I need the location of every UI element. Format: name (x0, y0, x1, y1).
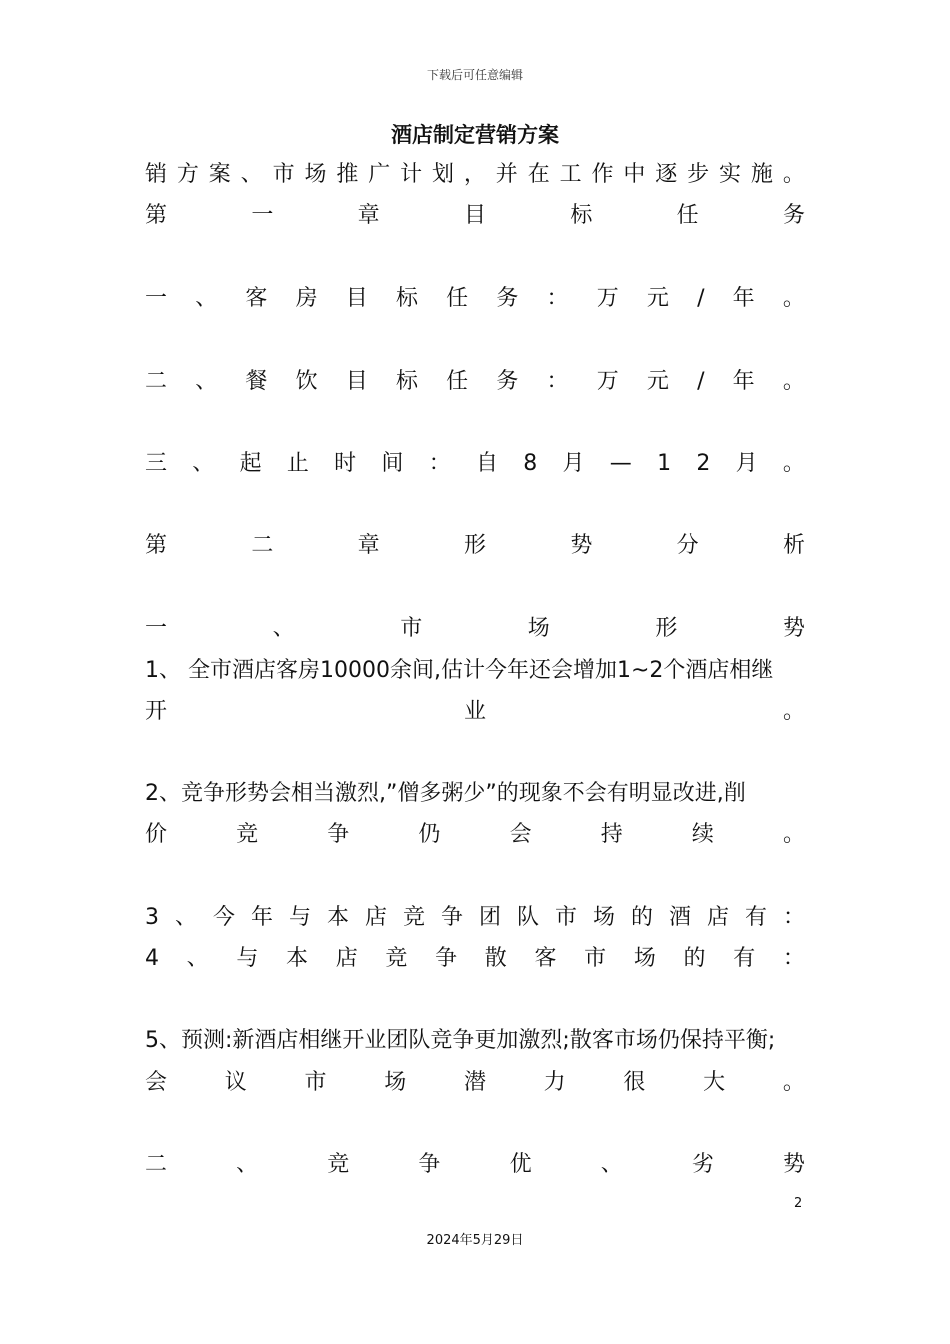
market-point-1-line-2: 开 业 。 (145, 699, 805, 724)
market-point-1-line-1: 1、 全市酒店客房10000余间,估计今年还会增加1~2个酒店相继 (145, 658, 774, 683)
header-note: 下载后可任意编辑 (426, 68, 523, 82)
task-room-line: 一 、 客 房 目 标 任 务 ： 万 元 / 年 。 (145, 286, 805, 311)
market-point-2-line-2: 价 竞 争 仍 会 持 续 。 (145, 822, 805, 847)
footer-date: 2024年5月29日 (426, 1233, 524, 1248)
time-range-line: 三 、 起 止 时 间 ： 自 8 月 — 1 2 月 。 (145, 451, 805, 476)
competitive-advantages-heading: 二 、 竞 争 优 、 劣 势 (145, 1152, 805, 1177)
market-point-5-line-2: 会 议 市 场 潜 力 很 大 。 (145, 1070, 805, 1095)
market-point-5-line-1: 5、预测:新酒店相继开业团队竞争更加激烈;散客市场仍保持平衡; (145, 1028, 776, 1053)
page-number: 2 (794, 1196, 803, 1211)
chapter-2-heading: 第 二 章 形 势 分 析 (145, 533, 805, 558)
chapter-1-heading: 第 一 章 目 标 任 务 (145, 203, 805, 228)
market-situation-heading: 一 、 市 场 形 势 (145, 616, 805, 641)
market-point-4-line: 4 、 与 本 店 竞 争 散 客 市 场 的 有 ： (145, 946, 805, 971)
document-title: 酒店制定营销方案 (391, 123, 559, 147)
market-point-3-line: 3 、 今 年 与 本 店 竞 争 团 队 市 场 的 酒 店 有 ： (145, 905, 805, 930)
body-line-1: 销 方 案 、 市 场 推 广 计 划 ， 并 在 工 作 中 逐 步 实 施 。 (145, 162, 805, 187)
task-food-line: 二 、 餐 饮 目 标 任 务 ： 万 元 / 年 。 (145, 369, 805, 394)
market-point-2-line-1: 2、竞争形势会相当激烈,”僧多粥少”的现象不会有明显改进,削 (145, 781, 746, 806)
